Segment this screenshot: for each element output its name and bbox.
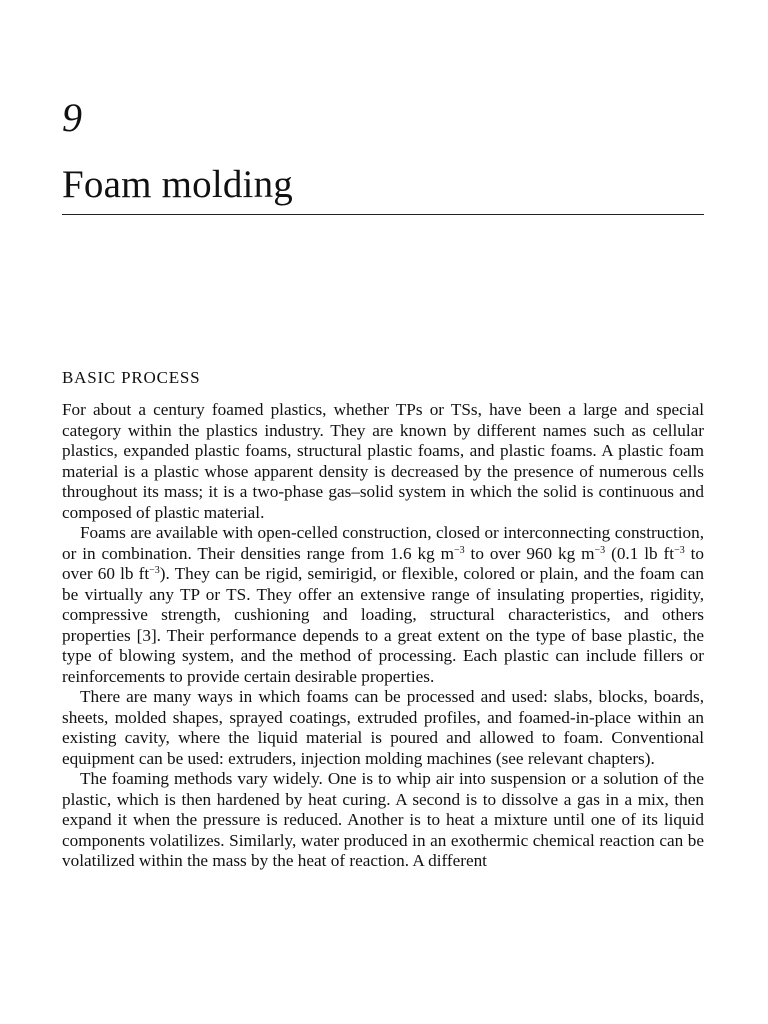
paragraph-2-part: to over 60 lb ft (62, 543, 705, 583)
paragraph-2 (62, 523, 704, 687)
title-rule (62, 214, 704, 215)
paragraph-2-part: ). They can be rigid, semirigid, or flexible, colored or plain, and the foam can be virtually any TP or TS. They offer an extensive range of insulating properties, rigidity, compressive strength, cushioning and loading, structural characteristics, and others properties [3]. Their performance depends to a great extent on the type of base plastic, the type of blowing system, and the method of processing. Each plastic can include fillers or reinforcements to provide certain desirable properties. (62, 564, 704, 686)
superscript: −3 (149, 565, 160, 576)
paragraph-2-part: Foams are available with open-celled construction, closed or interconnecting construction, or in combination. Their densities range from 1.6 kg m (62, 523, 704, 563)
paragraph-4: The foaming methods vary widely. One is to whip air into suspension or a solution of the plastic, which is then hardened by heat curing. A second is to dissolve a gas in a mix, then expand it when the pressure is reduced. Another is to heat a mixture until one of its liquid components volatilizes. Similarly, water produced in an exothermic chemical reaction can be volatilized within the mass by the heat of reaction. A different (62, 769, 704, 870)
paragraph-2-part: (0.1 lb ft (605, 543, 675, 563)
chapter-number: 9 (62, 95, 82, 140)
paragraph-3: There are many ways in which foams can be processed and used: slabs, blocks, boards, sheets, molded shapes, sprayed coatings, extruded profiles, and foamed-in-place within an existing cavity, where the liquid material is poured and allowed to foam. Conventional equipment can be used: extruders, injection molding machines (see relevant chapters). (62, 687, 704, 768)
paragraph-2-part: to over 960 kg m (464, 543, 595, 563)
body-text (62, 400, 704, 872)
superscript: −3 (453, 544, 465, 556)
paragraph-1: For about a century foamed plastics, whether TPs or TSs, have been a large and special category within the plastics industry. They are known by different names such as cellular plastics, expanded plastic foams, structural plastic foams, and plastic foams. A plastic foam material is a plastic whose apparent density is decreased by the presence of numerous cells throughout its mass; it is a two-phase gas–solid system in which the solid is continuous and composed of plastic material. (62, 400, 704, 522)
superscript: −3 (594, 544, 606, 556)
section-heading: BASIC PROCESS (62, 368, 201, 387)
superscript: −3 (674, 544, 685, 556)
chapter-title: Foam molding (62, 163, 293, 206)
